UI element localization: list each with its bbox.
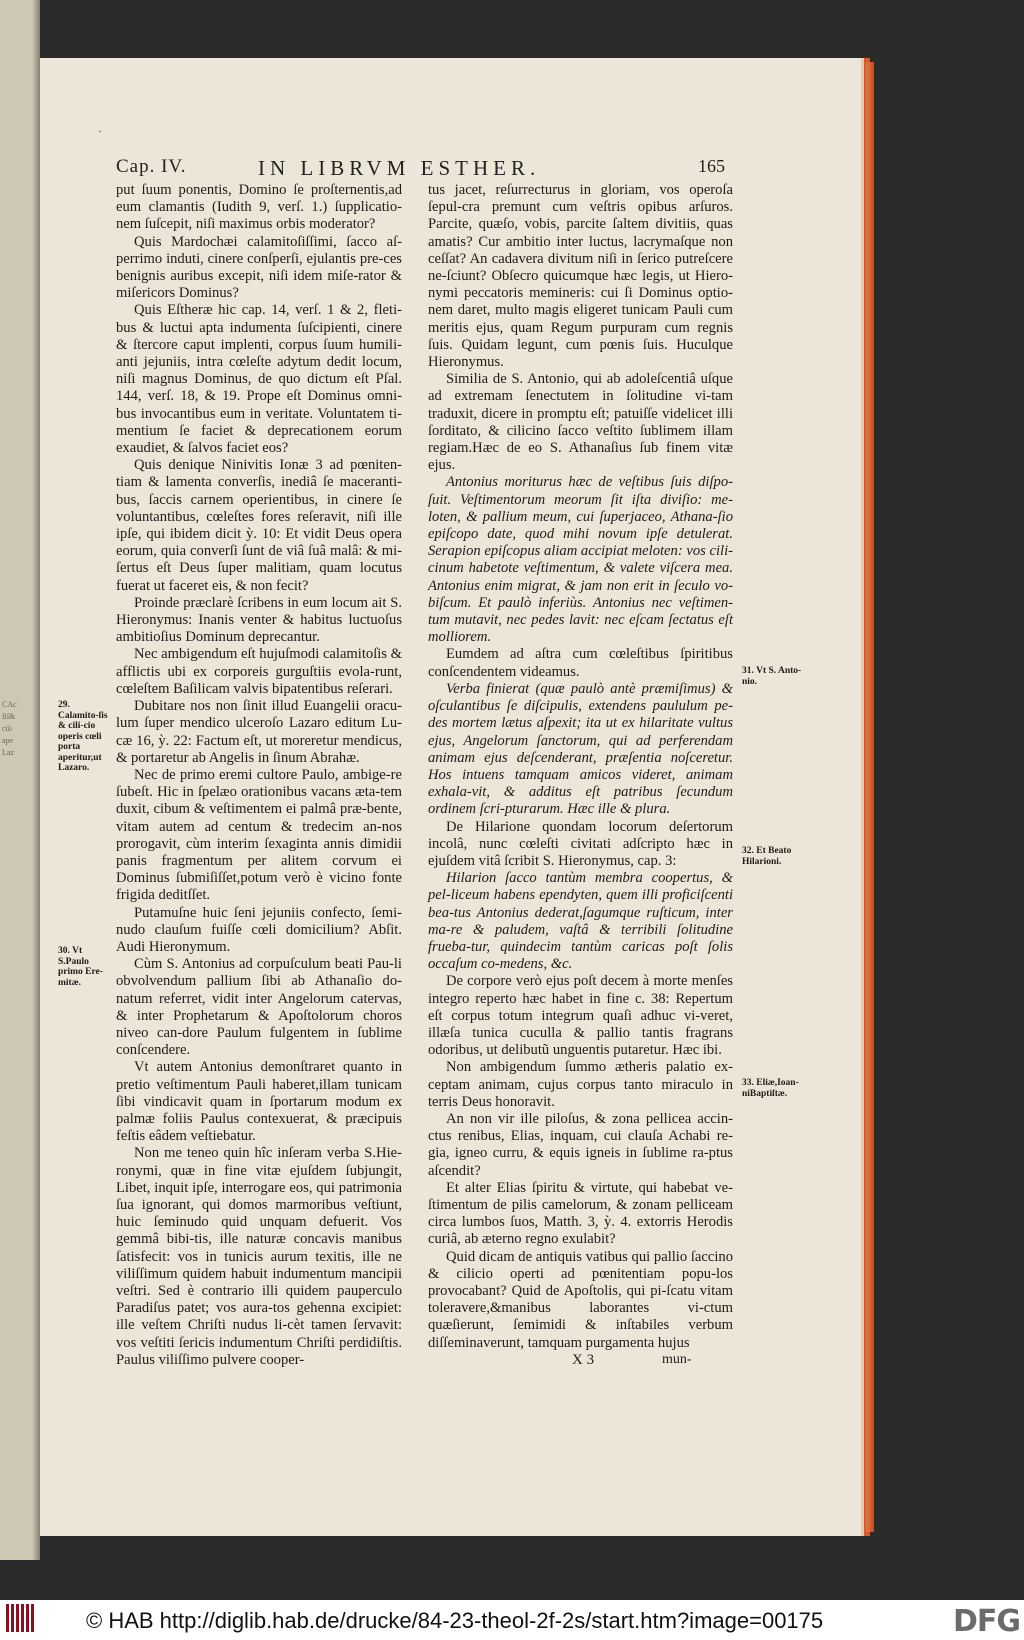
facing-page-fragment: Laz: [2, 748, 14, 757]
paragraph: Similia de S. Antonio, qui ab adoleſcentiâ uſque ad extremam ſenectutem in ſolitudine vi-tam traduxit, dicere in promptu eſt; patuiſſe videlicet illi ſorditato, & cilicino ſacco veſtito ſublimem illam regiam.Hæc de eo S. Athanaſius ſub finem vitæ ejus.: [428, 371, 733, 474]
right-text-column: [428, 182, 733, 1352]
facing-page-edge: [0, 0, 40, 1560]
paragraph: put ſuum ponentis, Domino ſe proſternentis,ad eum clamantis (Iudith 9, verſ. 1.) ſupplicatio-nem ſuſcepit, niſi maximus orbis moderator?: [116, 182, 402, 233]
paragraph: Non me teneo quin hîc inſeram verba S.Hie-ronymi, quæ in fine vitæ ejuſdem ſubjungit, Libet, inquit ipſe, interrogare eos, qui patrimonia ſua ignorant, qui domos marmoribus veſtiunt, huic ſeminudo quid unquam defuerit. Vos gemmâ bibi-tis, ille naturæ concavis manibus ſatisfecit: vos in tunicis aurum texitis, ille ne viliſſimum quidem habuit indumentum mancipii veſtri. Sed è contrario illi quidem pauperculo Paradiſus patet; vos aura-tos gehenna excipiet: ille veſtem Chriſti nudus li-cèt tamen ſervavit: vos veſtiti ſericis indumentum Chriſti perdidiſtis. Paulus viliſſimo pulvere cooper-: [116, 1145, 402, 1368]
facing-page-fragment: fiſ&: [2, 712, 16, 721]
paragraph: Putamuſne huic ſeni jejuniis confecto, ſemi-nudo clauſum fuiſſe cœli domicilium? Abſit. Audi Hieronymum.: [116, 904, 402, 955]
margin-note-33: 33. Eliæ,Ioan-niBaptiſtæ.: [742, 1078, 799, 1099]
paragraph: Et alter Elias ſpiritu & virtute, qui habebat ve-ſtimentum de pilis camelorum, & zonam pelliceam circa lumbos ſuos, Matth. 3, ỳ. 4. extorris Herodis curiâ, ab æterno regno exulabit?: [428, 1179, 733, 1248]
paragraph: tus jacet, reſurrecturus in gloriam, vos operoſa ſepul-cra premunt cum veſtris opibus arſuros. Parcite, quæſo, vobis, parcite ſaltem divitiis, quas amatis? Cur ambitio inter luctus, lacrymaſque non ceſſat? An cadavera divitum niſi in ſerico putreſcere ne-ſciunt? Obſecro quicumque hæc legis, ut Hiero-nymi peccatoris memineris: cui ſi Dominus optio-nem daret, multo magis eligeret tunicam Pauli cum meritis ejus, quam Regum purpuram cum regnis ſuis. Quidam legunt, cum pœnis ſuis. Huculque Hieronymus.: [428, 182, 733, 371]
signature-mark: X 3: [572, 1352, 595, 1368]
running-title: IN LIBRVM ESTHER.: [258, 156, 541, 180]
paragraph: Eumdem ad aſtra cum cœleſtibus ſpiritibus conſcendentem videamus.: [428, 646, 733, 680]
paragraph: De Hilarione quondam locorum deſertorum incolâ, nunc cœleſti civitati adſcripto hæc in ejuſdem vitâ ſcribit S. Hieronymus, cap. 3:: [428, 818, 733, 869]
margin-note-31: 31. Vt S. Anto-nio.: [742, 666, 802, 687]
paragraph: Quis Eſtheræ hic cap. 14, verſ. 1 & 2, fleti-bus & luctui apta indumenta ſuſcipienti, cinere & ſtercore caput implenti, corpus ſuum humili-anti jejuniis, intra cœleſte adytum dedit locum, niſi magnus Dominus, de quo dictum eſt Pſal. 144, verſ. 18, & 19. Prope eſt Dominus omni-bus invocantibus eum in veritate. Voluntatem ti-mentium ſe faciet & deprecationem eorum exaudiet, & ſalvos faciet eos?: [116, 302, 402, 457]
paragraph: Non ambigendum ſummo ætheris palatio ex-ceptam animam, cujus corpus tanto miraculo in terris Deus honoravit.: [428, 1059, 733, 1110]
paragraph: Verba finierat (quæ paulò antè præmiſimus) & oſculantibus ſe diſcipulis, extendens paululum pe-des mortem lætus aſpexit; ita ut ex hilaritate vultus ejus, Angelorum ſanctorum, qui ad perferendam animam ejus deſcenderant, præſentia noſceretur. Hos intuens tamquam amicos videret, animam exhala-vit, & additus eſt patribus ſecundum ordinem ſcri-pturarum. Hæc ille & plura.: [428, 680, 733, 818]
paragraph: De corpore verò ejus poſt decem à morte menſes integro reperto hæc habet in fine c. 38: Repertum eſt corpus totum integrum quaſi adhuc vi-veret, illæſa tunica cuculla & pallio tantis fragrans odoribus, ut delibutũ unguentis putaretur. Hæc ibi.: [428, 973, 733, 1059]
paragraph: Nec ambigendum eſt hujuſmodi calamitoſis & afflictis ubi ex corporeis gurguſtiis evola-runt, cœleſtem Baſilicam valvis bipatentibus reſerari.: [116, 646, 402, 697]
page-mark: `: [98, 128, 102, 142]
margin-note-32: 32. Et Beato Hilarioni.: [742, 846, 792, 867]
facing-page-fragment: CAc: [2, 700, 17, 709]
paragraph: Nec de primo eremi cultore Paulo, ambige-re ſubeſt. Hic in ſpelæo orationibus vacans æta-tem duxit, cibum & veſtimentem ei palmâ præ-bente, vitam autem ad centum & tredecim an-nos prorogavit, cùm interim ſexaginta annis dimidii panis fragmentum per alitem corvum ei Dominus ſubmiſiſſet,potum verò è vicino fonte frigida deditſſet.: [116, 766, 402, 904]
dfg-logo: DFG: [952, 1604, 1020, 1639]
paragraph: Quis Mardochæi calamitoſiſſimi, ſacco aſ-perrimo induti, cinere conſperſi, ejulantis pre-ces benignis auribus excepit, niſi idem miſe-rator & miſericors Dominus?: [116, 233, 402, 302]
footer-bar: [0, 1600, 1024, 1640]
paragraph: An non vir ille piloſus, & zona pellicea accin-ctus renibus, Elias, inquam, cui clauſa Achabi re-gia, igneo curru, & equis igneis in ſublime ra-ptus aſcendit?: [428, 1110, 733, 1179]
paragraph: Quid dicam de antiquis vatibus qui pallio ſaccino & cilicio operti ad pœnitentiam popu-los provocabant? Quid de Apoſtolis, qui pi-ſcatu vitam toleravere,&manibus laborantes vi-ctum quæſierunt, ſemimidi & inſtabiles verbum diſſeminaverunt, tamquam purgamenta hujus: [428, 1248, 733, 1351]
catchword: mun-: [662, 1352, 692, 1367]
paragraph: Vt autem Antonius demonſtraret quanto in pretio veſtimentum Pauli haberet,illam tunicam ſibi vindicavit quam in ſportarum modum ex palmæ foliis Paulus contexuerat, & præcipuis feſtis eâdem veſtiebatur.: [116, 1059, 402, 1145]
page-edge-red: [866, 62, 874, 1532]
margin-note-29: 29. Calamito-ſis & cili-cio operis cœli porta aperitur,ut Lazaro.: [58, 700, 108, 773]
hab-barcode-logo-icon: [6, 1604, 46, 1636]
paragraph: Dubitare nos non ſinit illud Euangelii oracu-lum ſuper mendico ulceroſo Lazaro editum Lu-cæ 16, ỳ. 22: Factum eſt, ut moreretur mendicus, & portaretur ab Angelis in ſinum Abrahæ.: [116, 698, 402, 766]
facing-page-fragment: ape: [2, 736, 14, 745]
paragraph: Quis denique Ninivitis Ionæ 3 ad pœniten-tiam & lamenta converſis, inediâ ſe maceranti-bus, ſaccis carnem operientibus, in cinere ſe voluntantibus, cœleſtes fores reſeravit, niſi ille ipſe, qui ibidem dicit ỳ. 10: Et vidit Deus opera eorum, quia converſi ſunt de viâ ſuâ malâ: & mi-ſertus eſt Deus ſuper malitiam, quam locutus fuerat ut faceret eis, & non fecit?: [116, 457, 402, 594]
paragraph: Hilarion ſacco tantùm membra coopertus, & pel-liceum habens ependyten, quem illi proficiſcenti bea-tus Antonius dederat,ſagumque ruſticum, inter ma-re & paludem, vaſtâ & terribili ſolitudine frueba-tur, quindecim tantùm caricas poſt ſolis occaſum co-medens, &c.: [428, 870, 733, 973]
chapter-label: Cap. IV.: [116, 156, 187, 177]
page-gutter-shadow: [32, 0, 40, 1560]
facing-page-fragment: ciò: [2, 724, 12, 733]
margin-note-30: 30. Vt S.Paulo primo Ere-mitæ.: [58, 946, 103, 988]
left-text-column: [116, 182, 402, 1369]
paragraph: Proinde præclarè ſcribens in eum locum ait S. Hieronymus: Inanis venter & habitus luctuoſus ambitioſius Dominum deprecantur.: [116, 594, 402, 646]
source-credit-link[interactable]: © HAB http://diglib.hab.de/drucke/84-23-theol-2f-2s/start.htm?image=00175: [86, 1608, 824, 1633]
book-page: [40, 58, 870, 1536]
paragraph: Antonius moriturus hæc de veſtibus ſuis diſpo-ſuit. Veſtimentorum meorum ſit iſta diviſio: me-loten, & pallium meum, cui ſuperjaceo, Athana-ſio epiſcopo date, quod mihi novum ipſe detulerat. Serapion epiſcopus aliam accipiat meloten: vos cili-cinum habetote veſtimentum, & valete viſcera mea. Antonius enim migrat, & jam non erit in ſeculo vo-biſcum. Et paulò inferiùs. Antonius nec veſtimen-tum mutavit, nec pedes lavit: nec eſcam ſectatus eſt molliorem.: [428, 474, 733, 646]
page-number: 165: [698, 156, 725, 176]
paragraph: Cùm S. Antonius ad corpuſculum beati Pau-li obvolvendum pallium ſibi ab Athanaſio do-natum referret, vidit inter Angelorum catervas, & inter Prophetarum & Apoſtolorum choros niveo can-dore Paulum fulgentem in ſublime conſcendere.: [116, 956, 402, 1059]
